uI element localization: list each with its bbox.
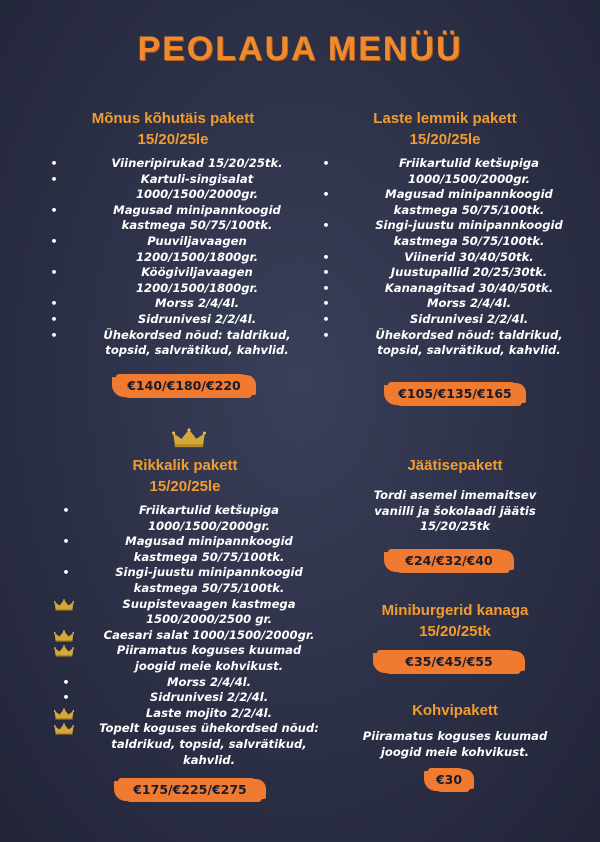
bullet-icon: •: [322, 312, 330, 326]
bullet-icon: •: [62, 675, 70, 689]
package-monus: [38, 108, 308, 359]
page-title: PEOLAUA MENÜÜ: [137, 30, 463, 68]
package-size: 15/20/25le: [409, 131, 481, 148]
list-item: • Juustupallid 20/25/30tk.: [310, 265, 580, 281]
list-item: • Sidrunivesi 2/2/4l.: [310, 312, 580, 328]
package-rikkalik: [50, 455, 320, 768]
item-list: [50, 503, 320, 768]
bullet-icon: •: [50, 157, 58, 170]
list-item: Caesari salat 1000/1500/2000gr.: [50, 628, 320, 644]
list-item: • Friikartulid ketšupiga 1000/1500/2000gr.: [50, 503, 320, 534]
list-item: • Morss 2/4/4l.: [310, 296, 580, 312]
bullet-icon: •: [50, 266, 58, 280]
list-item: • Friikartulid ketšupiga 1000/1500/2000gr.: [310, 156, 580, 187]
package-jaatise: [320, 455, 590, 535]
price-tag: €30: [428, 768, 470, 792]
item-list: [310, 156, 580, 359]
bullet-icon: •: [322, 266, 330, 280]
price-tag: €24/€32/€40: [388, 549, 510, 573]
list-item: • Ühekordsed nõud: taldrikud, topsid, salvrätikud, kahvlid.: [38, 328, 308, 359]
list-item: • Köögiviljavaagen 1200/1500/1800gr.: [38, 265, 308, 296]
package-laste: [310, 108, 580, 359]
crown-icon: [54, 630, 74, 642]
list-item: Laste mojito 2/2/4l.: [50, 706, 320, 722]
price-tag: €175/€225/€275: [118, 778, 262, 802]
list-item: • Viineripirukad 15/20/25tk.: [38, 156, 308, 172]
bullet-icon: •: [50, 172, 58, 186]
crown-icon: [172, 428, 206, 448]
list-item: • Kartuli-singisalat 1000/1500/2000gr.: [38, 172, 308, 203]
package-name: Mõnus kõhutäis pakett: [91, 110, 255, 127]
list-item: Suupistevaagen kastmega 1500/2000/2500 gr.: [50, 597, 320, 628]
bullet-icon: •: [62, 535, 70, 549]
bullet-icon: •: [50, 328, 58, 342]
list-item: • Magusad minipannkoogid kastmega 50/75/100tk.: [50, 534, 320, 565]
bullet-icon: •: [62, 504, 70, 517]
package-description: Tordi asemel imemaitsev vanilli ja šokolaadi jäätis 15/20/25tk: [373, 488, 537, 534]
package-size: 15/20/25tk: [419, 623, 491, 640]
list-item: • Morss 2/4/4l.: [50, 675, 320, 691]
price-tag: €35/€45/€55: [377, 650, 521, 674]
crown-icon: [54, 645, 74, 657]
bullet-icon: •: [322, 219, 330, 233]
crown-icon: [54, 723, 74, 735]
bullet-icon: •: [62, 691, 70, 705]
list-item: Piiramatus koguses kuumad joogid meie kohvikust.: [50, 643, 320, 674]
list-item: • Sidrunivesi 2/2/4l.: [38, 312, 308, 328]
package-description: Piiramatus koguses kuumad joogid meie kohvikust.: [362, 729, 548, 759]
bullet-icon: •: [322, 328, 330, 342]
crown-icon: [54, 599, 74, 611]
package-miniburgerid: [320, 600, 590, 642]
package-name: Rikkalik pakett: [132, 457, 238, 474]
crown-icon: [54, 708, 74, 720]
bullet-icon: •: [50, 234, 58, 248]
list-item: • Kananagitsad 30/40/50tk.: [310, 281, 580, 297]
price-tag: €140/€180/€220: [116, 374, 252, 398]
bullet-icon: •: [50, 312, 58, 326]
package-kohvi: [320, 700, 590, 760]
price-tag: €105/€135/€165: [388, 382, 522, 406]
list-item: • Morss 2/4/4l.: [38, 296, 308, 312]
list-item: • Sidrunivesi 2/2/4l.: [50, 690, 320, 706]
bullet-icon: •: [322, 297, 330, 311]
bullet-icon: •: [62, 566, 70, 580]
package-name: Miniburgerid kanaga: [381, 602, 529, 619]
package-name: Kohvipakett: [412, 702, 498, 719]
package-name: Laste lemmik pakett: [373, 110, 517, 127]
item-list: [38, 156, 308, 359]
list-item: • Puuviljavaagen 1200/1500/1800gr.: [38, 234, 308, 265]
package-size: 15/20/25le: [149, 478, 221, 495]
bullet-icon: •: [322, 157, 330, 170]
bullet-icon: •: [322, 250, 330, 264]
bullet-icon: •: [322, 188, 330, 202]
list-item: • Singi-juustu minipannkoogid kastmega 50/75/100tk.: [310, 218, 580, 249]
bullet-icon: •: [50, 297, 58, 311]
list-item: • Singi-juustu minipannkoogid kastmega 50/75/100tk.: [50, 565, 320, 596]
list-item: Topelt koguses ühekordsed nõud: taldrikud, topsid, salvrätikud, kahvlid.: [50, 721, 320, 768]
list-item: • Magusad minipannkoogid kastmega 50/75/100tk.: [38, 203, 308, 234]
list-item: • Ühekordsed nõud: taldrikud, topsid, salvrätikud, kahvlid.: [310, 328, 580, 359]
bullet-icon: •: [50, 203, 58, 217]
package-name: Jäätisepakett: [407, 457, 503, 474]
package-size: 15/20/25le: [137, 131, 209, 148]
list-item: • Viinerid 30/40/50tk.: [310, 250, 580, 266]
bullet-icon: •: [322, 281, 330, 295]
list-item: • Magusad minipannkoogid kastmega 50/75/100tk.: [310, 187, 580, 218]
